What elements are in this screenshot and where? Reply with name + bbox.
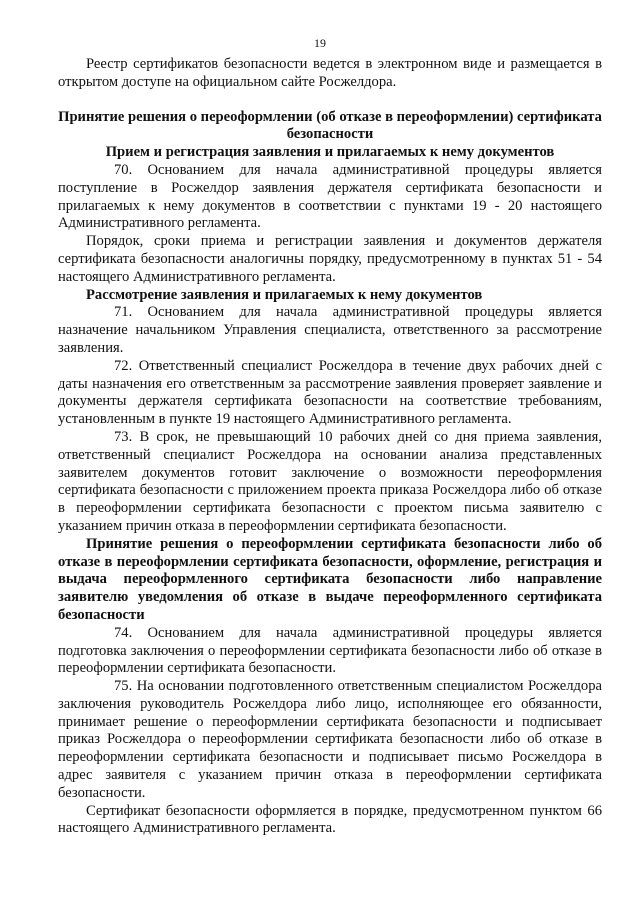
paragraph-72 xyxy=(58,358,602,429)
subheading-decision: Принятие решения о переоформлении сертификата безопасности либо об отказе в переоформлении сертификата безопасности, оформление, регистрация и выдача переоформленного сертификата безопасности либо направление заявителю уведомления об отказе в выдаче переоформленного сертификата безопасности xyxy=(58,535,602,623)
paragraph-number: 72. xyxy=(114,357,133,374)
paragraph-text: Основанием для начала административной процедуры является назначение начальником Управления специалиста, ответственного за рассмотрение заявления. xyxy=(58,304,602,356)
paragraph-order: Порядок, сроки приема и регистрации заявления и документов держателя сертификата безопасности аналогичны порядку, предусмотренному в пунктах 51 - 54 настоящего Административного регламента. xyxy=(58,233,602,285)
paragraph-74 xyxy=(58,625,602,678)
paragraph-text: В срок, не превышающий 10 рабочих дней со дня приема заявления, ответственный специалист Росжелдора на основании анализа представленных заявителем документов готовит заключение о возможности переоформления сертификата безопасности с приложением проекта приказа Росжелдора либо об отказе в переоформлении сертификата безопасности с проектом письма заявителю с указанием причин отказа в переоформлении сертификата безопасности. xyxy=(58,428,602,534)
paragraph-text: Основанием для начала административной процедуры является подготовка заключения о переоформлении сертификата безопасности либо об отказе в переоформлении сертификата безопасности. xyxy=(58,624,602,677)
paragraph-71 xyxy=(58,304,602,357)
paragraph-number: 75. xyxy=(114,678,133,695)
section-title: Принятие решения о переоформлении (об отказе в переоформлении) сертификата безопасности xyxy=(58,108,602,143)
subheading-reception: Прием и регистрация заявления и прилагаемых к нему документов xyxy=(105,144,555,161)
paragraph-text: Основанием для начала административной процедуры является поступление в Росжелдор заявления держателя сертификата безопасности и прилагаемых к нему документов в соответствии с пунктами 19 - 20 настоящего Административного регламента. xyxy=(58,161,602,232)
paragraph-final: Сертификат безопасности оформляется в порядке, предусмотренном пунктом 66 настоящего Административного регламента. xyxy=(58,802,602,837)
subheading-review: Рассмотрение заявления и прилагаемых к нему документов xyxy=(86,286,483,303)
intro-paragraph: Реестр сертификатов безопасности ведется в электронном виде и размещается в открытом доступе на официальном сайте Росжелдора. xyxy=(58,56,602,90)
paragraph-73 xyxy=(58,429,602,536)
page-number: 19 xyxy=(314,36,326,50)
paragraph-70 xyxy=(58,162,602,233)
paragraph-number: 71. xyxy=(114,304,133,321)
paragraph-75 xyxy=(58,678,602,803)
paragraph-number: 74. xyxy=(114,624,133,641)
paragraph-number: 73. xyxy=(114,428,133,445)
paragraph-text: На основании подготовленного ответственным специалистом Росжелдора заключения руководитель Росжелдора либо лицо, исполняющее его обязанности, принимает решение о переоформлении сертификата безопасности и подписывает приказ Росжелдора о переоформлении сертификата безопасности либо об отказе в переоформлении сертификата безопасности и подписывает письмо Росжелдора в адрес заявителя с указанием причин отказа в переоформлении сертификата безопасности. xyxy=(58,678,602,801)
paragraph-number: 70. xyxy=(114,161,133,178)
paragraph-text: Ответственный специалист Росжелдора в течение двух рабочих дней с даты назначения его ответственным за рассмотрение заявления проверяет заявление и документы держателя сертификата безопасности на соответствие требованиям, установленным в пункте 19 настоящего Административного регламента. xyxy=(58,357,602,428)
